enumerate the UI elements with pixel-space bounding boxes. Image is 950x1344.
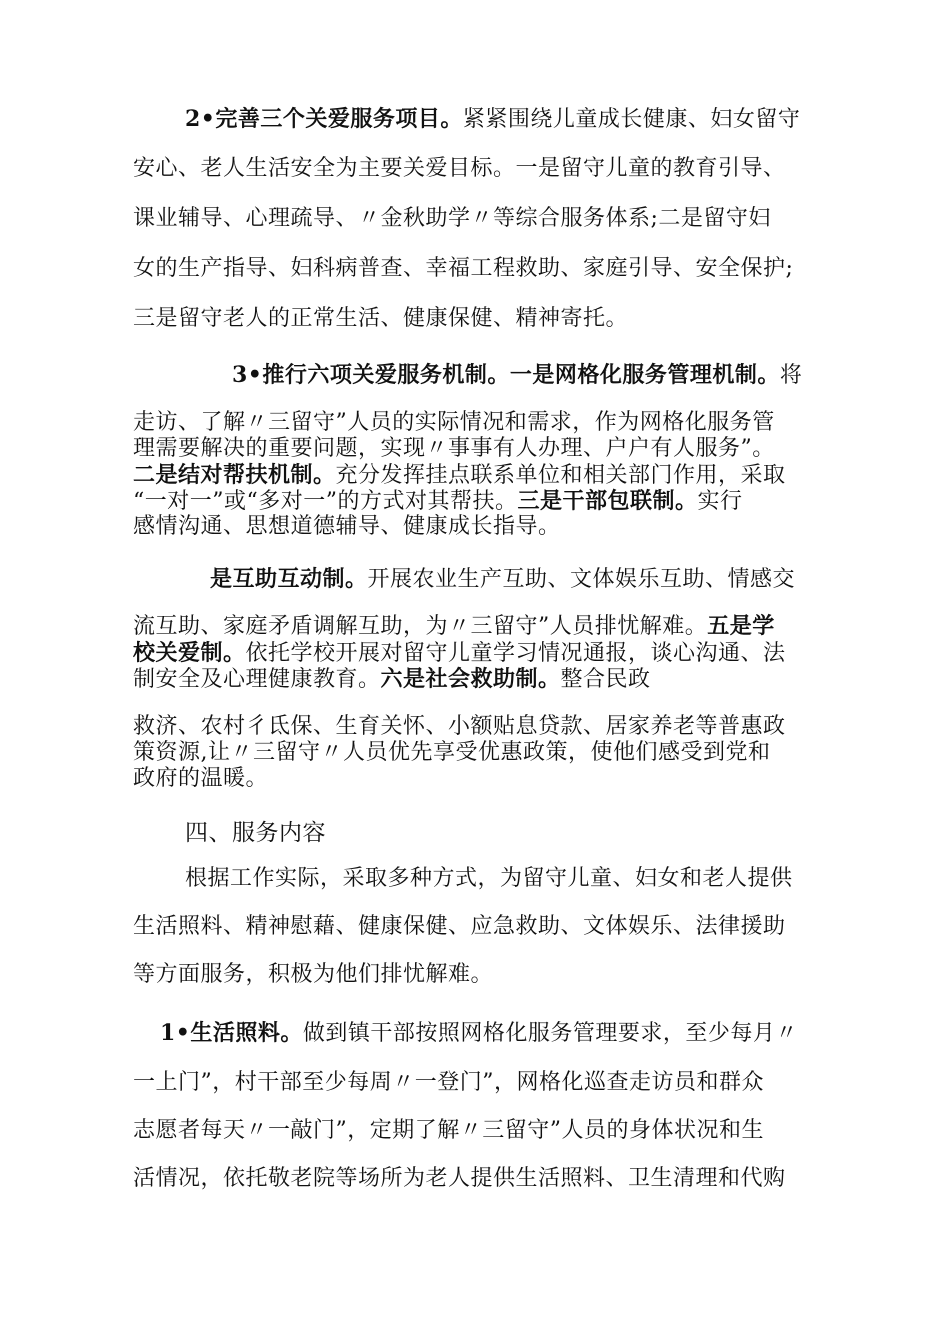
section3-line-1 (232, 362, 802, 389)
text-run: 感情沟通、思想道德辅导、健康成长指导。 (133, 514, 561, 539)
care-line-2 (133, 1070, 764, 1096)
text-run: 安心、老人生活安全为主要关爱目标。一是留守儿童的教育引导、 (133, 156, 786, 181)
section-heading: 四、服务内容 (185, 820, 326, 846)
text-run: 救济、农村彳氐保、生育关怀、小额贴息贷款、居家养老等普惠政 (133, 714, 786, 739)
text-run: 走访、了解〃三留守”人员的实际情况和需求，作为网格化服务管 (133, 410, 775, 435)
text-run: “一对一”或“多对一”的方式对其帮扶。 (133, 489, 518, 514)
care-title: 1•生活照料。 (160, 1020, 303, 1046)
section3-line-2 (133, 410, 775, 436)
care-line-4 (133, 1166, 786, 1192)
text-run: 依托学校开展对留守儿童学习情况通报，谈心沟通、法 (245, 641, 786, 666)
mutual-line-3 (133, 640, 786, 667)
text-run: 课业辅导、心理疏导、〃金秋助学〃等综合服务体系;二是留守妇 (133, 206, 771, 231)
section3-line-6 (133, 514, 561, 540)
bold-phrase: 五是学 (707, 613, 775, 639)
care-line-1 (160, 1020, 798, 1047)
text-run: 理需要解决的重要问题，实现〃事事有人办理、户户有人服务”。 (133, 436, 775, 461)
text-run: 政府的温暖。 (133, 766, 269, 791)
bold-phrase: 是互助互动制。 (210, 566, 368, 592)
care-line-3 (133, 1118, 764, 1144)
text-run: 开展农业生产互助、文体娱乐互助、情感交 (367, 567, 796, 592)
relief-line-1 (133, 714, 786, 740)
bold-phrase: 六是社会救助制。 (380, 666, 561, 692)
section4-line-1 (185, 866, 793, 892)
relief-line-3 (133, 766, 268, 792)
bold-phrase: 校关爱制。 (133, 640, 246, 666)
bold-phrase: 二是结对帮扶机制。 (133, 462, 336, 488)
text-run: 实行 (697, 489, 743, 514)
text-run: 三是留守老人的正常生活、健康保健、精神寄托。 (133, 306, 629, 331)
relief-line-2 (133, 740, 771, 766)
text-run: 活情况，依托敬老院等场所为老人提供生活照料、卫生清理和代购 (133, 1166, 786, 1191)
text-run: 生活照料、精神慰藉、健康保健、应急救助、文体娱乐、法律援助 (133, 914, 786, 939)
text-run: 一上门”，村干部至少每周〃一登门”，网格化巡查走访员和群众 (133, 1070, 764, 1095)
text-run: 紧紧围绕儿童成长健康、妇女留守 (462, 107, 801, 132)
bold-phrase: 三是干部包联制。 (517, 488, 698, 514)
text-run: 策资源,让〃三留守〃人员优先享受优惠政策，使他们感受到党和 (133, 740, 771, 765)
section3-line-3 (133, 436, 775, 462)
section3-line-5 (133, 488, 743, 515)
section2-line-4 (133, 256, 793, 282)
text-run: 女的生产指导、妇科病普查、幸福工程救助、家庭引导、安全保护; (133, 256, 794, 281)
section2-line-1 (185, 106, 800, 133)
mutual-line-4 (133, 666, 651, 693)
section2-line-3 (133, 206, 771, 232)
section3-line-4 (133, 462, 786, 489)
section2-title: 2•完善三个关爱服务项目。 (185, 106, 463, 132)
text-run: 整合民政 (560, 667, 651, 692)
text-run: 制安全及心理健康教育。 (133, 667, 381, 692)
section3-title: 3•推行六项关爱服务机制。一是网格化服务管理机制。 (232, 362, 780, 388)
text-run: 流互助、家庭矛盾调解互助，为〃三留守”人员排忧解难。 (133, 614, 708, 639)
text-run: 等方面服务，积极为他们排忧解难。 (133, 962, 494, 987)
section2-line-2 (133, 156, 786, 182)
mutual-line-1 (210, 566, 795, 593)
mutual-line-2 (133, 613, 775, 640)
text-run: 做到镇干部按照网格化服务管理要求，至少每月〃 (302, 1021, 798, 1046)
section4-line-3 (133, 962, 493, 988)
text-run: 根据工作实际，采取多种方式，为留守儿童、妇女和老人提供 (185, 866, 793, 891)
text-run: 充分发挥挂点联系单位和相关部门作用，采取 (335, 463, 786, 488)
section2-line-5 (133, 306, 628, 332)
text-run: 志愿者每天〃一敲门”，定期了解〃三留守”人员的身体状况和生 (133, 1118, 764, 1143)
text-run: 将 (779, 363, 803, 388)
section4-line-2 (133, 914, 786, 940)
